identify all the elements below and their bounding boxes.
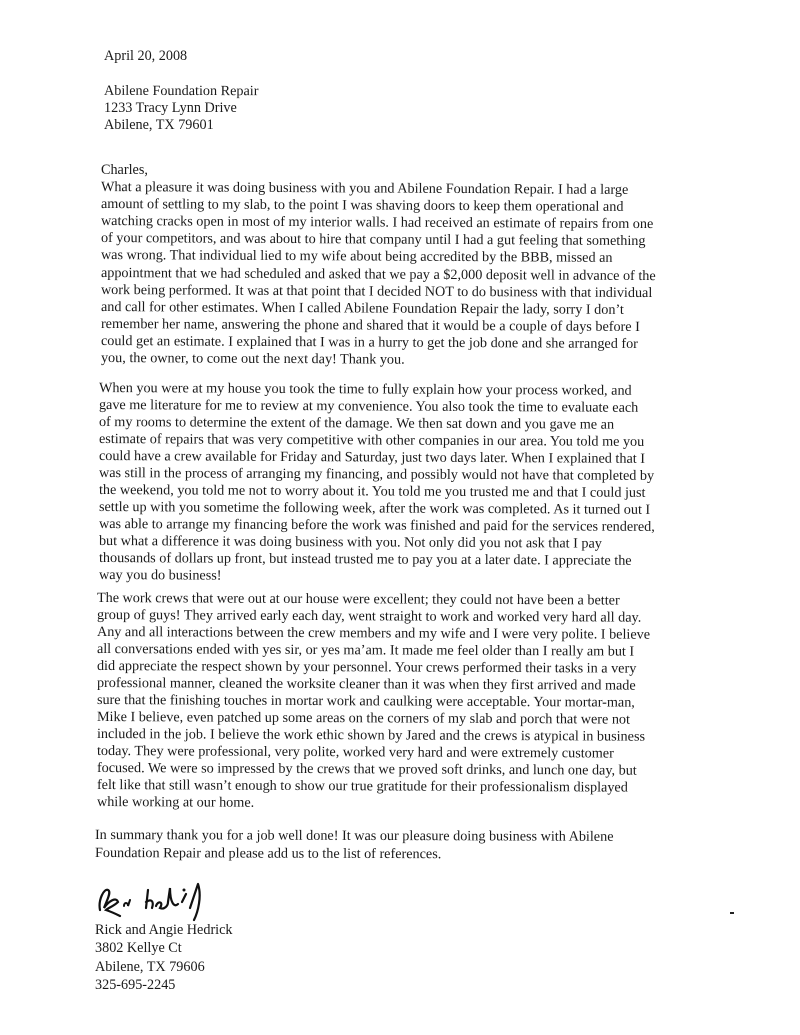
paragraph-line: sure that the finishing touches in mortar work and caulking were acceptable. Your mortar-man, xyxy=(96,692,635,711)
paragraph-line: work being performed. It was at that point that I decided NOT to do business with that individual xyxy=(100,281,653,301)
paragraph-line: did appreciate the respect shown by your personnel. Your crews performed their tasks in a very xyxy=(96,658,637,677)
sender-phone: 325-695-2245 xyxy=(95,977,176,993)
paragraph-line: thousands of dollars up front, but instead trusted me to pay you at a later date. I appreciate the xyxy=(98,550,632,569)
paragraph-line: In summary thank you for a job well done! It was our pleasure doing business with Abilene xyxy=(94,827,614,845)
paragraph-line: remember her name, answering the phone and shared that it would be a couple of days before I xyxy=(100,315,640,335)
paragraph-line: appointment that we had scheduled and asked that we pay a $2,000 deposit well in advance of the xyxy=(100,264,656,284)
scan-speck xyxy=(730,912,734,914)
paragraph-line: felt like that still wasn’t enough to show our true gratitude for their professionalism displayed xyxy=(96,777,628,796)
paragraph-line: of your competitors, and was about to hire that company until I had a gut feeling that something xyxy=(100,230,646,250)
paragraph-line: Foundation Repair and please add us to the list of references. xyxy=(94,844,442,862)
paragraph-line: the weekend, you told me not to worry about it. You told me you trusted me and that I could just xyxy=(98,482,646,501)
paragraph-line: could get an estimate. I explained that I was in a hurry to get the job done and she arranged for xyxy=(100,332,638,352)
paragraph-line: you, the owner, to come out the next day! Thank you. xyxy=(100,350,405,368)
paragraph-line: while working at our home. xyxy=(96,794,255,811)
paragraph-line: group of guys! They arrived early each day, went straight to work and worked very hard all day. xyxy=(96,607,642,626)
recipient-line: Abilene Foundation Repair xyxy=(103,82,259,100)
sender-address-line: Abilene, TX 79606 xyxy=(95,959,205,975)
paragraph-line: Any and all interactions between the crew members and my wife and I were very polite. I believe xyxy=(96,624,651,643)
sender-name: Rick and Angie Hedrick xyxy=(95,922,233,938)
letter-date: April 20, 2008 xyxy=(104,48,188,64)
paragraph-line: When you were at my house you took the time to fully explain how your process worked, and xyxy=(98,380,632,399)
paragraph-line: professional manner, cleaned the worksite cleaner than it was when they first arrived and made xyxy=(96,675,636,694)
paragraph-line: gave me literature for me to review at my convenience. You also took the time to evaluate each xyxy=(98,397,639,416)
recipient-line: 1233 Tracy Lynn Drive xyxy=(104,100,237,116)
paragraph-line: Mike I believe, even patched up some areas on the corners of my slab and porch that were not xyxy=(96,709,631,728)
paragraph-line: amount of settling to my slab, to the point I was shaving doors to keep them operational and xyxy=(100,196,624,216)
paragraph-line: was still in the process of arranging my financing, and possibly would not have that completed by xyxy=(98,465,655,484)
paragraph-line: estimate of repairs that was very competitive with other companies in our area. You told me you xyxy=(98,431,645,450)
paragraph-line: way you do business! xyxy=(98,567,222,584)
salutation: Charles, xyxy=(101,162,148,178)
paragraph-line: was wrong. That individual lied to my wife about being accredited by the BBB, missed an xyxy=(100,247,613,267)
paragraph-line: watching cracks open in most of my interior walls. I had received an estimate of repairs from one xyxy=(100,213,654,233)
paragraph-line: focused. We were so impressed by the crews that we proved soft drinks, and lunch one day, but xyxy=(96,760,637,779)
paragraph-line: included in the job. I believe the work ethic shown by Jared and the crews is atypical in business xyxy=(96,726,646,745)
paragraph-line: could have a crew available for Friday and Saturday, just two days later. When I explained that I xyxy=(98,448,646,467)
sender-address-line: 3802 Kellye Ct xyxy=(95,940,182,956)
paragraph-line: and call for other estimates. When I called Abilene Foundation Repair the lady, sorry I don’t xyxy=(100,298,624,318)
paragraph-line: settle up with you sometime the following week, after the work was completed. As it turned out I xyxy=(98,499,651,518)
paragraph-line: today. They were professional, very polite, worked very hard and were extremely customer xyxy=(96,743,614,762)
paragraph-line: but what a difference it was doing business with you. Not only did you not ask that I pay xyxy=(98,533,602,552)
paragraph-line: The work crews that were out at our house were excellent; they could not have been a better xyxy=(96,590,620,609)
paragraph-line: What a pleasure it was doing business with you and Abilene Foundation Repair. I had a large xyxy=(100,179,629,198)
paragraph-line: all conversations ended with yes sir, or yes ma’am. It made me feel older than I really am but I xyxy=(96,641,635,660)
handwritten-signature xyxy=(94,880,224,924)
paragraph-line: of my rooms to determine the extent of the damage. We then sat down and you gave me an xyxy=(98,414,615,433)
recipient-line: Abilene, TX 79601 xyxy=(104,117,214,133)
paragraph-line: was able to arrange my financing before the work was finished and paid for the services rendered, xyxy=(98,516,655,535)
